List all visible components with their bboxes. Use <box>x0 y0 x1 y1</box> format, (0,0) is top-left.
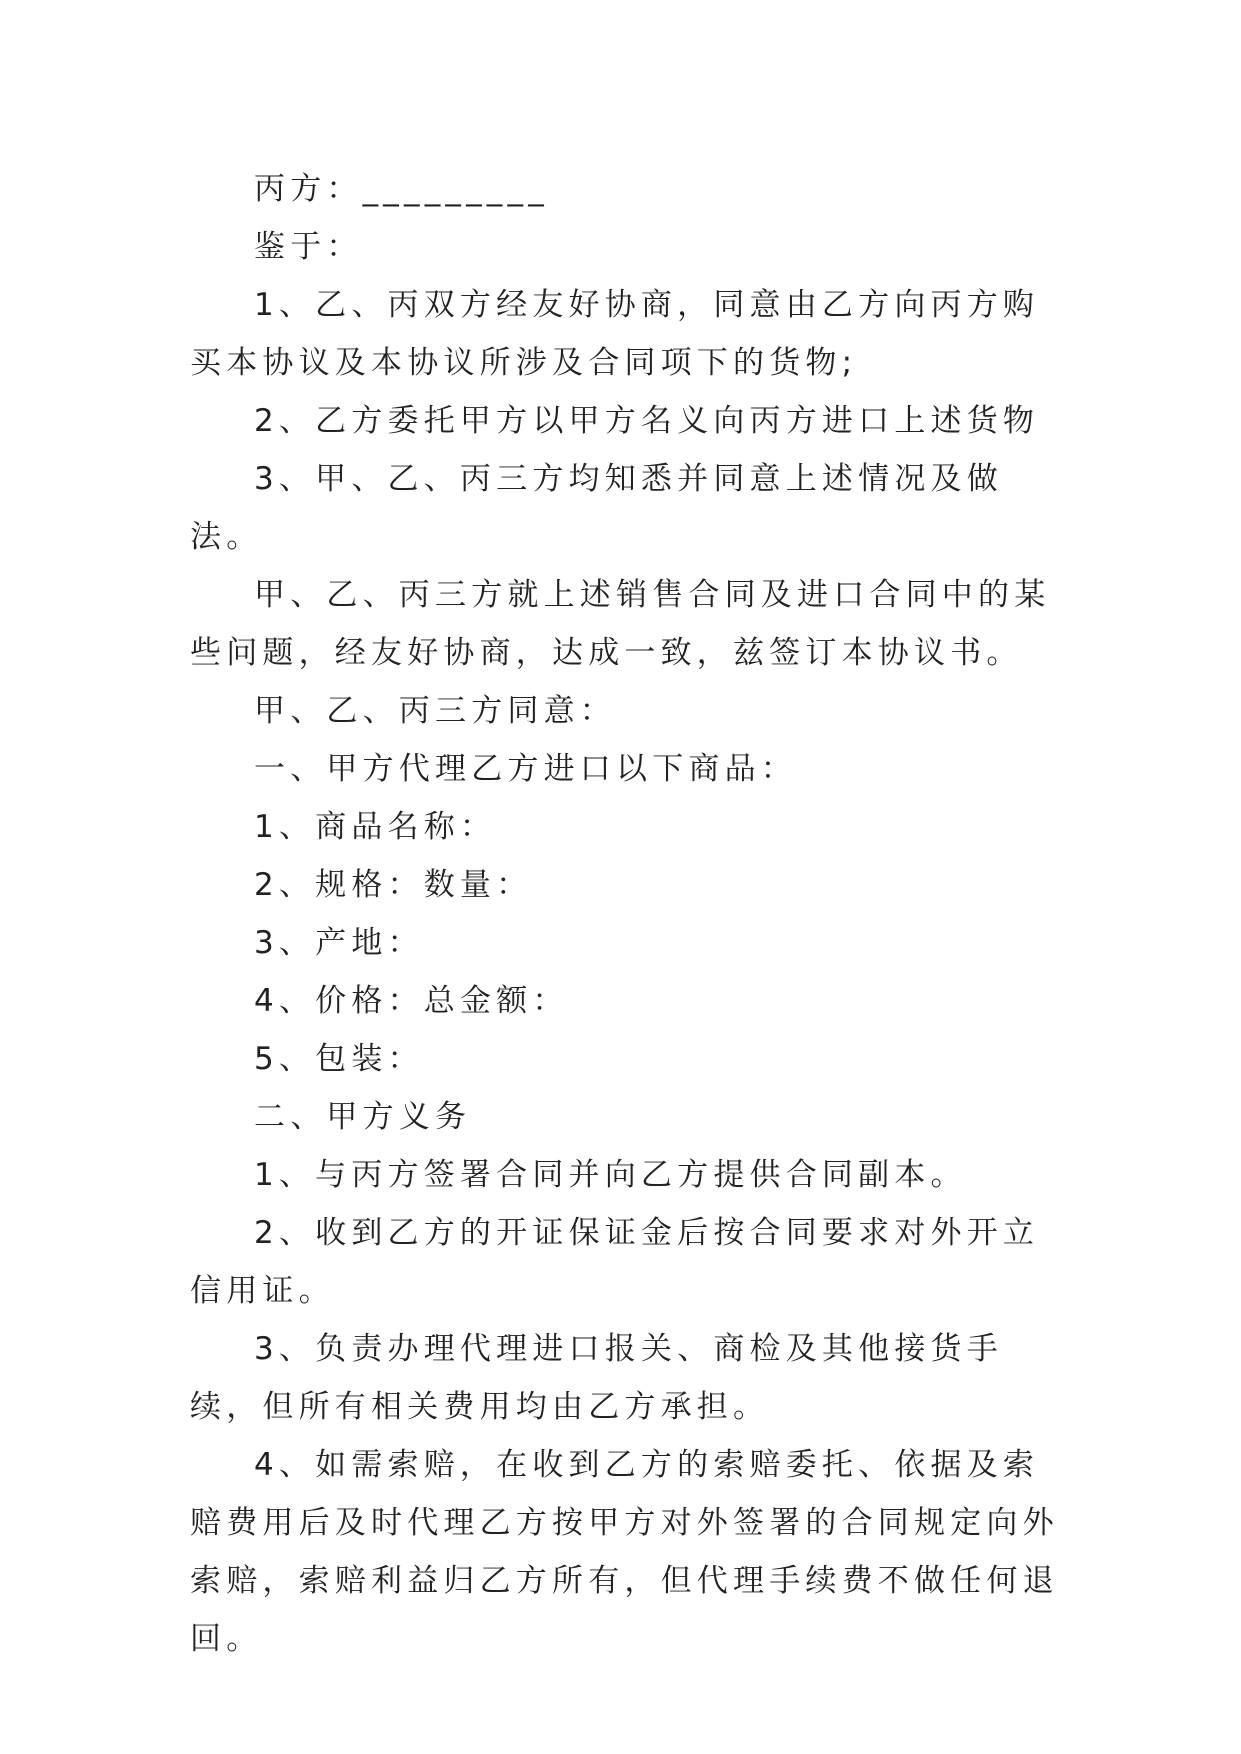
duty-item-2: 2、收到乙方的开证保证金后按合同要求对外开立信用证。 <box>190 1215 1040 1309</box>
section-1-heading: 一、甲方代理乙方进口以下商品： <box>254 751 797 787</box>
whereas-item-1: 1、乙、丙双方经友好协商，同意由乙方向丙方购买本协议及本协议所涉及合同项下的货物; <box>190 287 1040 381</box>
goods-price: 4、价格：总金额： <box>254 983 569 1019</box>
whereas-heading: 鉴于： <box>254 229 363 265</box>
goods-origin: 3、产地： <box>254 925 424 961</box>
section-2-heading: 二、甲方义务 <box>254 1099 472 1135</box>
duty-item-1: 1、与丙方签署合同并向乙方提供合同副本。 <box>254 1157 967 1193</box>
whereas-item-2: 2、乙方委托甲方以甲方名义向丙方进口上述货物 <box>254 403 1040 439</box>
duty-item-3: 3、负责办理代理进口报关、商检及其他接货手续，但所有相关费用均由乙方承担。 <box>190 1331 1003 1425</box>
duty-item-4: 4、如需索赔，在收到乙方的索赔委托、依据及索赔费用后及时代理乙方按甲方对外签署的合同规定向外索赔，索赔利益归乙方所有，但代理手续费不做任何退回。 <box>190 1447 1059 1657</box>
whereas-item-3: 3、甲、乙、丙三方均知悉并同意上述情况及做法。 <box>190 461 1003 555</box>
party-c-line: 丙方：_________ <box>254 171 549 207</box>
goods-packing: 5、包装： <box>254 1041 424 1077</box>
document-body <box>190 160 1060 1668</box>
goods-spec: 2、规格：数量： <box>254 867 533 903</box>
parties-agree: 甲、乙、丙三方同意： <box>254 693 616 729</box>
goods-name: 1、商品名称： <box>254 809 497 845</box>
agreement-intro: 甲、乙、丙三方就上述销售合同及进口合同中的某些问题，经友好协商，达成一致，兹签订本协议书。 <box>190 577 1051 671</box>
